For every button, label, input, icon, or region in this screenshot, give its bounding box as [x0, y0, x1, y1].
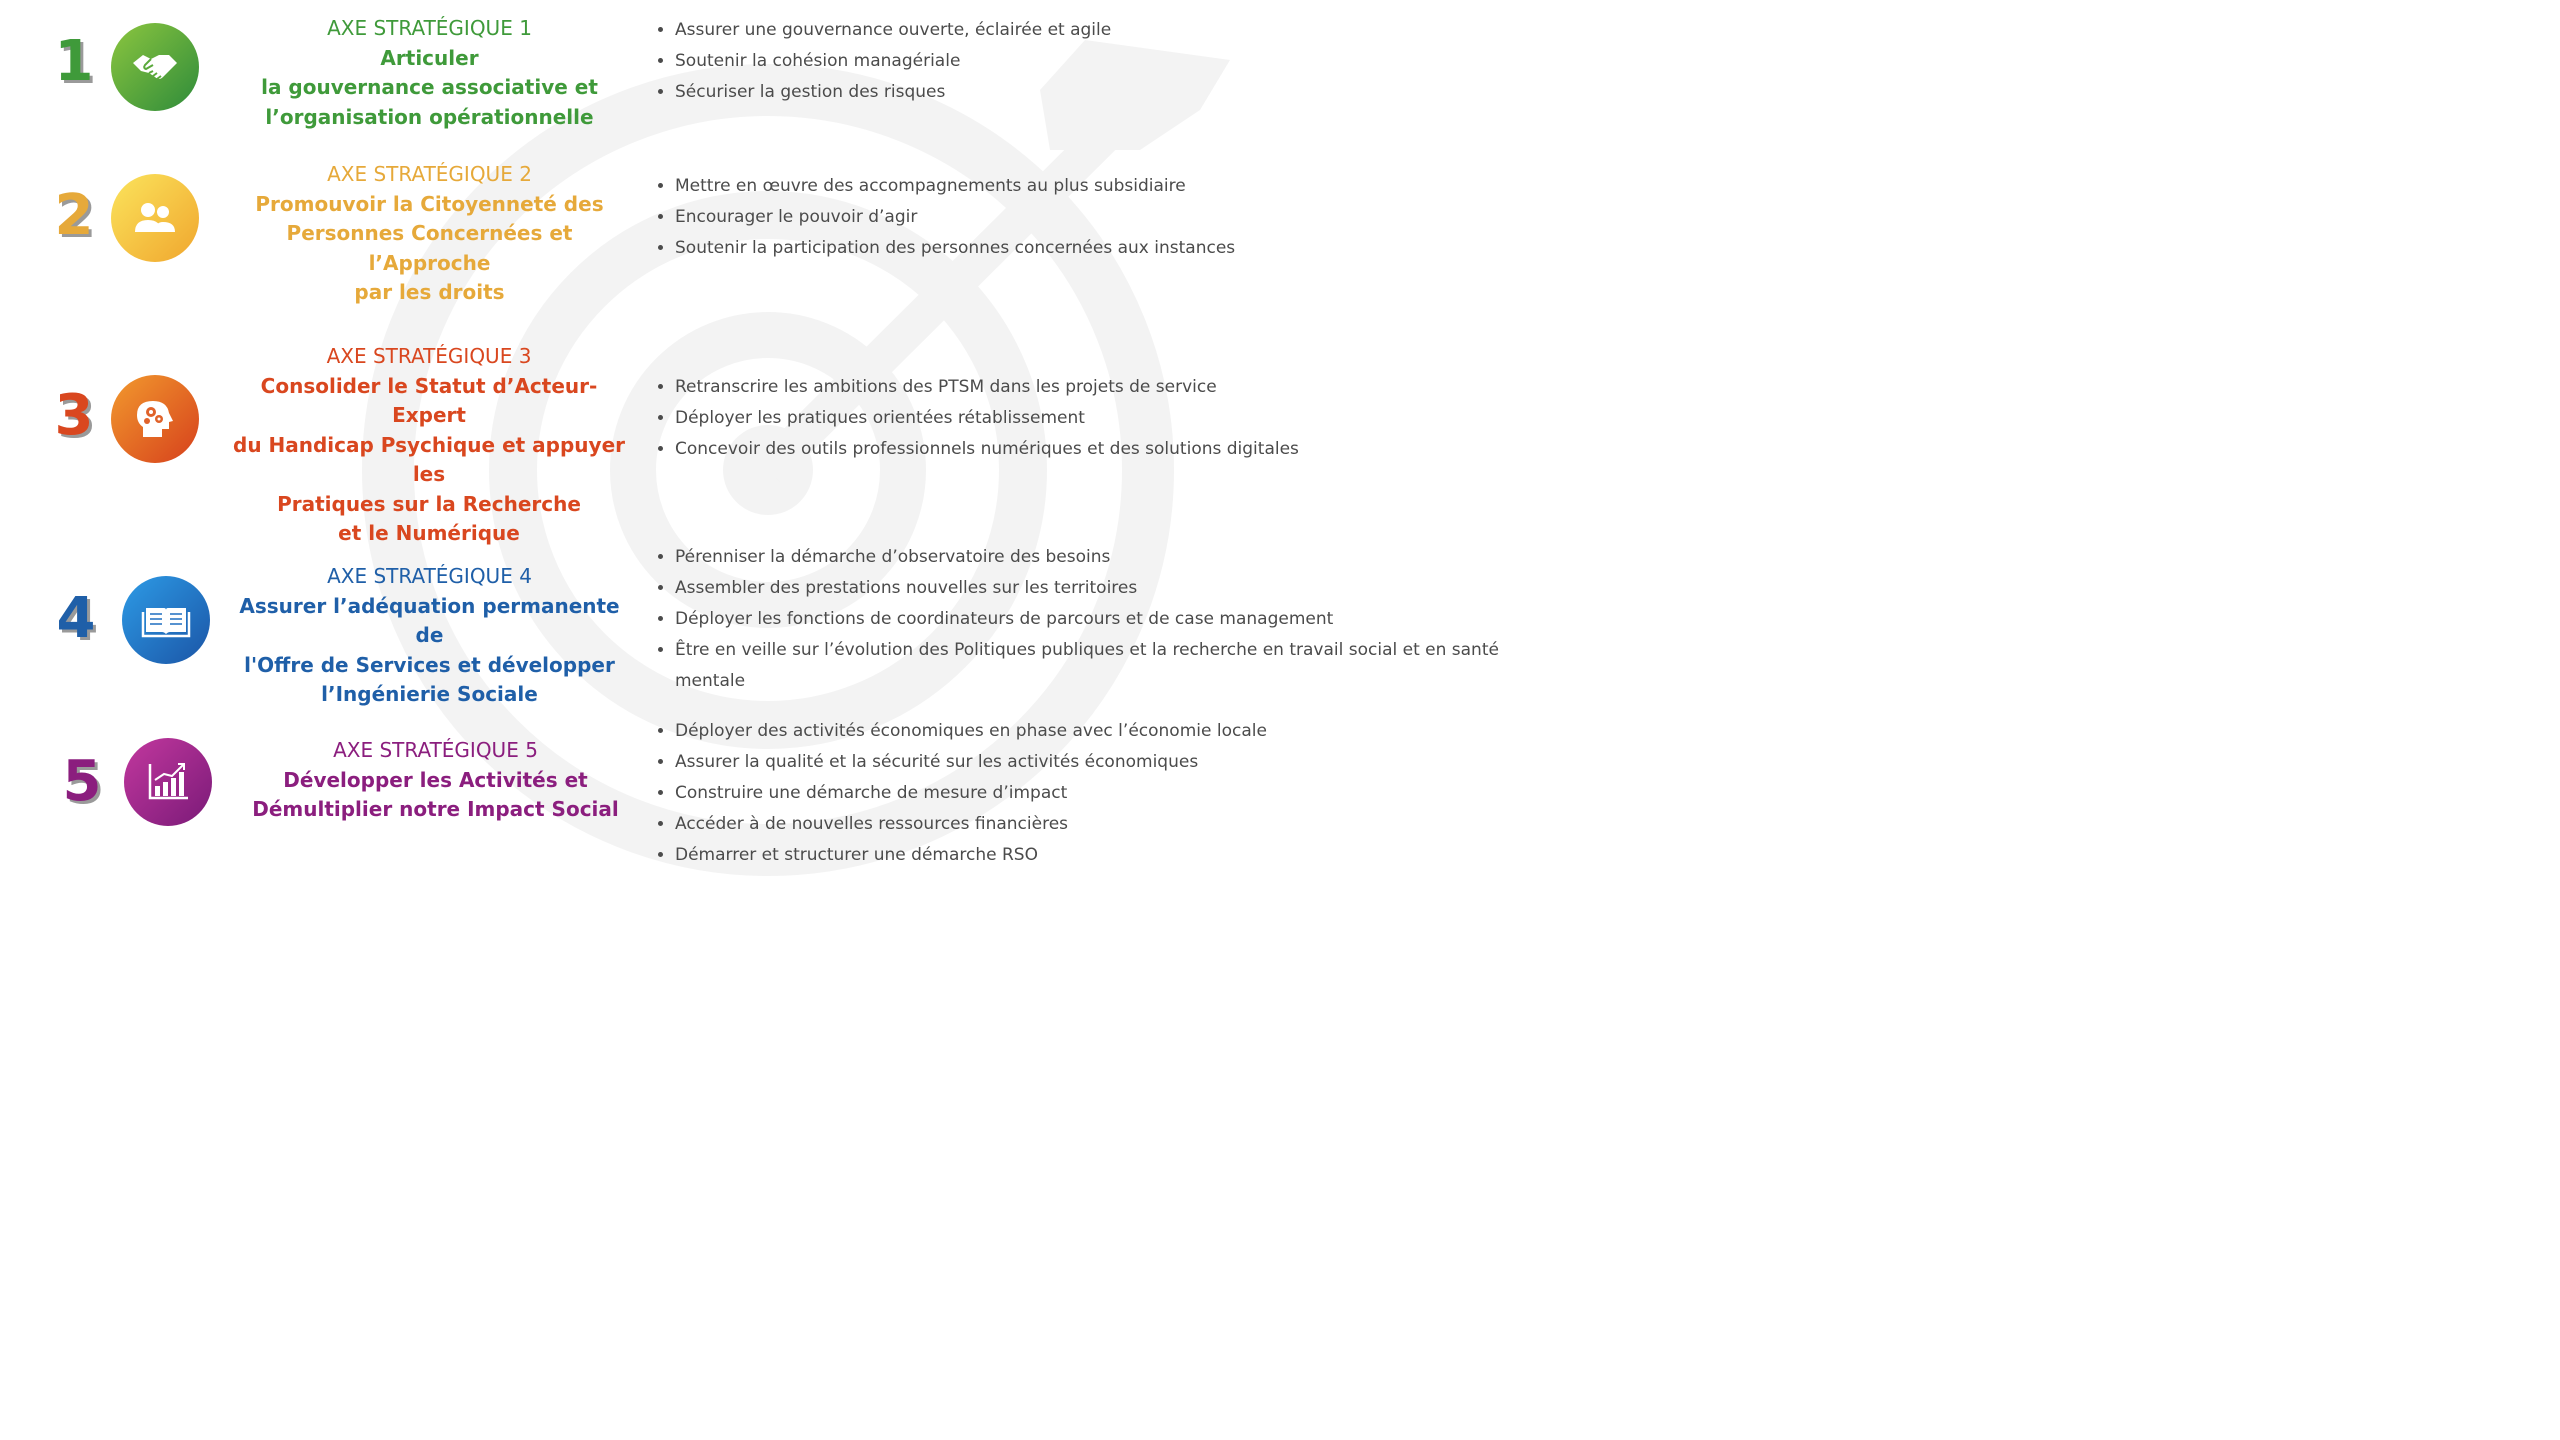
axis-objectives [655, 171, 1505, 264]
axis-icon-circle [111, 174, 199, 262]
objective-item: • Assurer une gouvernance ouverte, éclairée et agile [675, 15, 1505, 46]
axis-number: 2 [54, 183, 94, 248]
objective-item: • Démarrer et structurer une démarche RSO [675, 840, 1505, 871]
axis-icon-circle [122, 576, 210, 664]
objective-item: • Concevoir des outils professionnels numériques et des solutions digitales [675, 434, 1505, 465]
axis-label: AXE STRATÉGIQUE 2 [327, 162, 532, 186]
axis-title [232, 160, 627, 308]
objective-item: • Pérenniser la démarche d’observatoire des besoins [675, 542, 1505, 573]
objective-item: • Retranscrire les ambitions des PTSM dans les projets de service [675, 372, 1505, 403]
axis-number: 5 [62, 749, 102, 814]
axis-icon-circle [111, 375, 199, 463]
brain-gears-icon [129, 393, 181, 445]
axis-objectives [655, 15, 1505, 108]
axis-number: 4 [56, 586, 96, 651]
axis-objectives [655, 542, 1505, 697]
objective-item: • Soutenir la cohésion managériale [675, 46, 1505, 77]
objective-item: • Déployer des activités économiques en phase avec l’économie locale [675, 716, 1505, 747]
axis-title [238, 736, 633, 825]
objective-item: • Assembler des prestations nouvelles sur les territoires [675, 573, 1505, 604]
objective-item: • Être en veille sur l’évolution des Politiques publiques et la recherche en travail social et en santé mentale [675, 635, 1505, 697]
axis-name: Assurer l’adéquation permanente de l'Offre de Services et développer l’Ingénierie Sociale [239, 593, 620, 706]
axis-number: 1 [54, 29, 94, 94]
axis-label: AXE STRATÉGIQUE 4 [327, 564, 532, 588]
axis-number: 3 [54, 383, 94, 448]
objective-item: • Construire une démarche de mesure d’impact [675, 778, 1505, 809]
axis-title [229, 342, 629, 549]
axis-icon-circle [111, 23, 199, 111]
axis-name: Développer les Activités et Démultiplier notre Impact Social [252, 767, 619, 821]
users-icon [129, 192, 181, 244]
axis-title [232, 562, 627, 710]
objective-item: • Accéder à de nouvelles ressources financières [675, 809, 1505, 840]
axis-name: Articuler la gouvernance associative et l’organisation opérationnelle [261, 45, 598, 129]
objective-item: • Déployer les pratiques orientées rétablissement [675, 403, 1505, 434]
axis-icon-circle [124, 738, 212, 826]
objective-item: • Soutenir la participation des personnes concernées aux instances [675, 233, 1505, 264]
objective-item: • Déployer les fonctions de coordinateurs de parcours et de case management [675, 604, 1505, 635]
axis-name: Consolider le Statut d’Acteur-Expert du Handicap Psychique et appuyer les Pratiques sur la Recherche et le Numérique [233, 373, 625, 545]
axis-objectives [655, 716, 1505, 871]
open-book-icon [140, 594, 192, 646]
axis-label: AXE STRATÉGIQUE 5 [333, 738, 538, 762]
objective-item: • Encourager le pouvoir d’agir [675, 202, 1505, 233]
objective-item: • Assurer la qualité et la sécurité sur les activités économiques [675, 747, 1505, 778]
axis-label: AXE STRATÉGIQUE 1 [327, 16, 532, 40]
objective-item: • Sécuriser la gestion des risques [675, 77, 1505, 108]
axis-name: Promouvoir la Citoyenneté des Personnes Concernées et l’Approche par les droits [255, 191, 604, 304]
handshake-icon [129, 41, 181, 93]
bar-chart-icon [142, 756, 194, 808]
axis-objectives [655, 372, 1505, 465]
objective-item: • Mettre en œuvre des accompagnements au plus subsidiaire [675, 171, 1505, 202]
axis-title [232, 14, 627, 132]
axis-label: AXE STRATÉGIQUE 3 [326, 344, 532, 368]
